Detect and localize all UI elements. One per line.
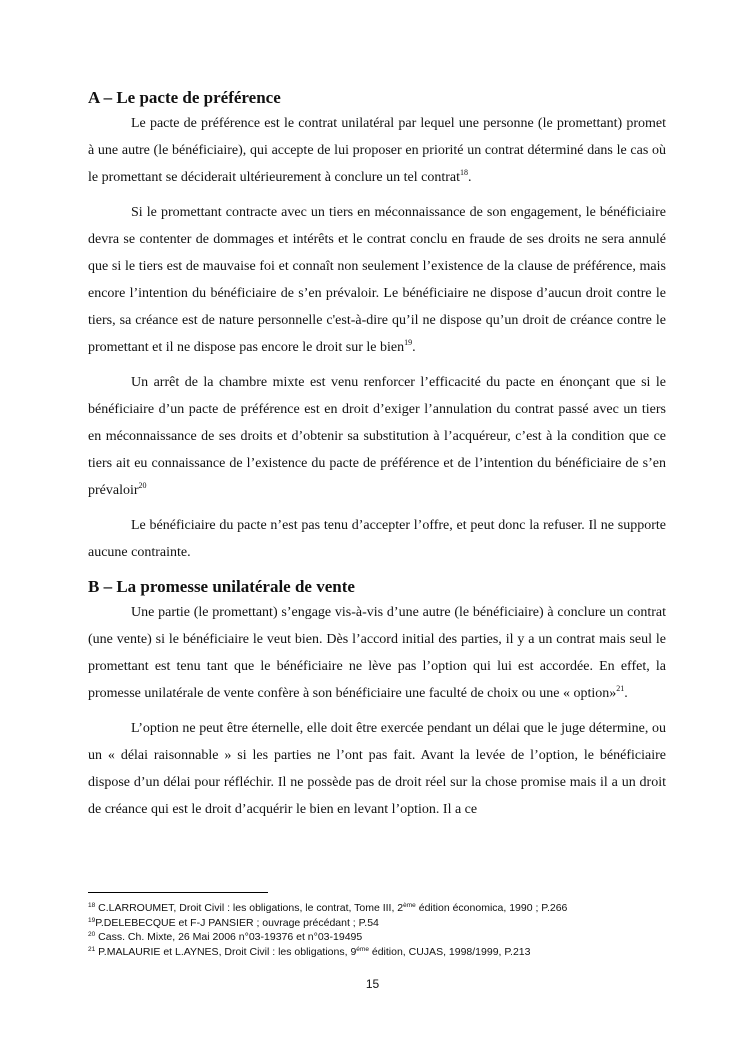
footnote-text: édition économica, 1990 ; P.266 [415,902,568,914]
footnote-superscript: éme [356,945,369,953]
paragraph-text: Un arrêt de la chambre mixte est venu renforcer l’efficacité du pacte en énonçant que si le bénéficiaire d’un pacte de préférence est en droit d’exiger l’annulation du contrat passé avec un tiers en méconnaissance de ses droits et d’obtenir sa substitution à l’acquéreur, c’est à la condition que ce tiers ait eu connaissance de l’existence du pacte de préférence et de l’intention du bénéficiaire de s’en prévaloir [88,375,666,498]
footnote-text: C.LARROUMET, Droit Civil : les obligations, le contrat, Tome III, 2 [95,902,404,914]
footnote-number: 19 [88,916,96,924]
paragraph [88,199,666,361]
footnote-19 [88,916,688,931]
footnote-ref: 18 [460,168,468,177]
paragraph-text: Une partie (le promettant) s’engage vis-à-vis d’une autre (le bénéficiaire) à conclure un contrat (une vente) si le bénéficiaire le veut bien. Dès l’accord initial des parties, il y a un contrat mais seul le promettant est tenu tant que le bénéficiaire ne lève pas l’option qui lui est accordée. En effet, la promesse unilatérale de vente confère à son bénéficiaire une faculté de choix ou une « option» [88,605,666,701]
paragraph [88,715,666,823]
footnotes [88,892,688,959]
page-number: 15 [365,977,380,991]
footnote-18 [88,901,688,916]
paragraph-tail: . [412,340,416,355]
footnote-number: 18 [88,902,96,909]
paragraph-text: Le pacte de préférence est le contrat unilatéral par lequel une personne (le promettant) promet à une autre (le bénéficiaire), qui accepte de lui proposer en priorité un contrat déterminé dans le cas où le promettant se déciderait ultérieurement à conclure un tel contrat [88,116,666,185]
footnote-separator [88,892,268,893]
footnote-text: Cass. Ch. Mixte, 26 Mai 2006 n°03-19376 et n°03-19495 [95,931,363,943]
section-b-heading: B – La promesse unilatérale de vente [88,577,355,596]
footnote-21 [88,945,688,960]
footnote-20 [88,930,688,945]
footnote-text: édition, CUJAS, 1998/1999, P.213 [368,945,531,958]
paragraph [88,110,666,191]
paragraph-text: Si le promettant contracte avec un tiers en méconnaissance de son engagement, le bénéficiaire devra se contenter de dommages et intérêts et le contrat conclu en fraude de ses droits ne sera annulé que si le tiers est de mauvaise foi et connaît non seulement l’existence de la clause de préférence, mais encore l’intention du bénéficiaire de s’en prévaloir. Le bénéficiaire ne dispose d’aucun droit contre le tiers, sa créance est de nature personnelle c'est-à-dire qu’il ne dispose qu’un droit de créance contre le promettant et il ne dispose pas encore le droit sur le bien [88,205,666,355]
section-a-heading: A – Le pacte de préférence [88,88,281,107]
main-text [88,86,666,823]
footnote-number: 21 [88,945,96,953]
paragraph [88,512,666,566]
paragraph-tail: . [468,170,472,185]
paragraph-text: L’option ne peut être éternelle, elle doit être exercée pendant un délai que le juge détermine, ou un « délai raisonnable » si les parties ne l’ont pas fait. Avant la levée de l’option, le bénéficiaire dispose d’un délai pour réfléchir. Il ne possède pas de droit réel sur la chose promise mais il a un droit de créance qui est le droit d’acquérir le bien en levant l’option. Il a ce [88,721,666,817]
footnote-text: P.MALAURIE et L.AYNES, Droit Civil : les obligations, 9 [95,945,357,958]
footnote-superscript: ème [403,902,416,909]
footnote-ref: 21 [616,684,625,693]
footnote-text: P.DELEBECQUE et F-J PANSIER ; ouvrage précédant ; P.54 [95,916,379,929]
paragraph-text: Le bénéficiaire du pacte n’est pas tenu d’accepter l’offre, et peut donc la refuser. Il ne supporte aucune contrainte. [88,518,666,560]
paragraph-tail: . [624,686,628,701]
paragraph [88,369,666,504]
footnote-ref: 19 [404,338,413,347]
footnote-ref: 20 [138,481,147,490]
paragraph [88,599,666,707]
footnote-number: 20 [88,931,96,938]
